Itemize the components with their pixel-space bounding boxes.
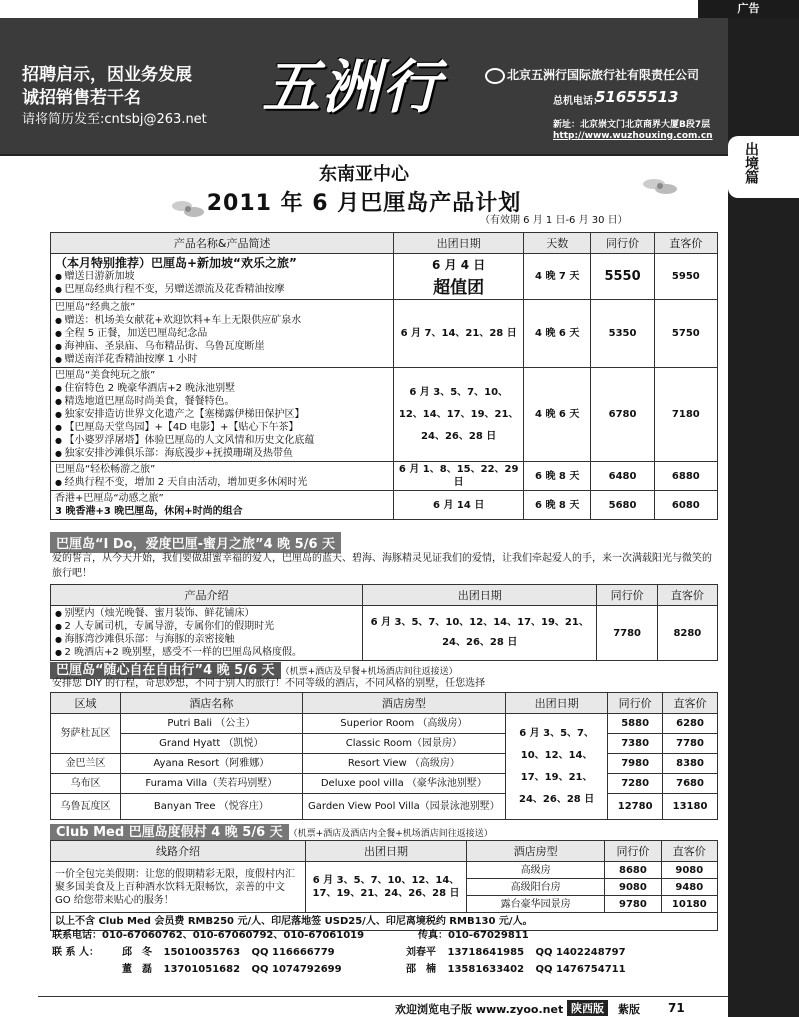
peer-price: 6480 xyxy=(591,462,654,491)
tour-date: 6 月 14 日 xyxy=(394,491,524,520)
product-bullet: ● 住宿特色 2 晚豪华酒店+2 晚泳池别墅 xyxy=(55,382,389,395)
hotel-name: Ayana Resort（阿雅娜） xyxy=(120,754,302,774)
honeymoon-section-title: 巴厘岛“I Do，爱度巴厘-蜜月之旅”4 晚 5/6 天 xyxy=(50,532,341,553)
table-row xyxy=(51,913,718,931)
product-bullet: ● 全程 5 正餐，加送巴厘岛纪念品 xyxy=(55,327,389,340)
person-name: 董 磊 xyxy=(122,964,152,975)
peer-price: 7280 xyxy=(608,774,663,794)
peer-price: 9780 xyxy=(605,896,661,913)
clubmed-intro: 一价全包完美假期：让您的假期精彩无限，度假村内汇聚多国美食及上百种酒水饮料无限畅饮，亲善的中文 GO 给您带来贴心的服务！ xyxy=(51,862,306,913)
area-cell: 乌布区 xyxy=(51,774,121,794)
website-link[interactable]: http://www.wuzhouxing.com.cn xyxy=(553,131,713,141)
freetour-intro: 安排您 DIY 的行程，奇思妙想，不同于别人的旅行！不同等级的酒店，不同风格的别墅，任您选择 xyxy=(52,678,486,689)
product-bullet: ● 赠送：机场美女献花+欢迎饮料+车上无限供应矿泉水 xyxy=(55,314,389,327)
direct-price: 9080 xyxy=(661,862,717,879)
room-type: Deluxe pool villa （豪华泳池别墅） xyxy=(302,774,505,794)
table-row xyxy=(51,368,718,462)
tour-date: 6 月 3、5、7、10、12、14、17、19、21、24、26、28 日 xyxy=(506,714,608,820)
value-badge: 超值团 xyxy=(433,277,485,298)
product-bullet: ● 海豚湾沙滩俱乐部：与海豚的亲密接触 xyxy=(55,633,358,646)
freetour-note: （机票+酒店及早餐+机场酒店间往返接送） xyxy=(280,667,458,677)
company-logo-icon xyxy=(485,68,505,84)
col-header: 直客价 xyxy=(657,585,717,606)
brand-logo xyxy=(262,40,472,132)
table-header-row xyxy=(51,233,718,254)
contact-phones xyxy=(52,929,364,942)
col-header: 线路介绍 xyxy=(51,841,306,862)
col-header: 出团日期 xyxy=(394,233,524,254)
fax-number: 010-67029811 xyxy=(448,930,529,941)
hotel-name: Grand Hyatt （凯悦） xyxy=(120,734,302,754)
tour-days: 6 晚 8 天 xyxy=(524,462,591,491)
room-type: Resort View （高级房） xyxy=(302,754,505,774)
direct-price: 8380 xyxy=(663,754,718,774)
direct-price: 9480 xyxy=(661,879,717,896)
peer-price: 7780 xyxy=(597,606,657,661)
col-header: 酒店房型 xyxy=(466,841,604,862)
hotel-name: Furama Villa（芙若玛别墅） xyxy=(120,774,302,794)
direct-price: 5950 xyxy=(654,254,717,300)
col-header: 出团日期 xyxy=(362,585,597,606)
peer-price: 7980 xyxy=(608,754,663,774)
tour-days: 4 晚 6 天 xyxy=(524,368,591,462)
contact-person xyxy=(406,946,626,959)
product-bullet: ● 【巴厘岛天堂鸟园】+【4D 电影】+【贴心下午茶】 xyxy=(55,421,389,434)
area-cell: 金巴兰区 xyxy=(51,754,121,774)
footer-site: 欢迎浏览电子版 www.zyoo.net xyxy=(395,1003,564,1016)
table-row xyxy=(51,300,718,368)
tour-days: 4 晚 6 天 xyxy=(524,300,591,368)
company-name-text: 北京五洲行国际旅行社有限责任公司 xyxy=(507,68,700,82)
col-header: 出团日期 xyxy=(306,841,467,862)
product-bullet: ● 巴厘岛经典行程不变，另赠送漂流及花香精油按摩 xyxy=(55,283,389,296)
table-row xyxy=(51,462,718,491)
clubmed-section-title: Club Med 巴厘岛度假村 4 晚 5/6 天 xyxy=(50,824,289,841)
peer-price: 6780 xyxy=(591,368,654,462)
col-header: 直客价 xyxy=(661,841,717,862)
footer-edition: 紫版 xyxy=(618,1003,640,1016)
table-header-row xyxy=(51,693,718,714)
person-qq: QQ 116666779 xyxy=(251,947,335,958)
col-header: 同行价 xyxy=(597,585,657,606)
peer-price: 12780 xyxy=(608,794,663,820)
col-header: 出团日期 xyxy=(506,693,608,714)
product-bullet: ● 独家安排造访世界文化遗产之【塞梯露伊梯田保护区】 xyxy=(55,408,389,421)
clubmed-table xyxy=(50,840,718,931)
area-cell: 乌鲁瓦度区 xyxy=(51,794,121,820)
phone-label: 联系电话： xyxy=(52,930,102,941)
tel-number: 51655513 xyxy=(595,88,679,106)
recruit-line1: 招聘启示，因业务发展 xyxy=(22,65,192,85)
side-tab-label: 出境篇 xyxy=(743,142,759,184)
product-subtitle: 3 晚香港+3 晚巴厘岛，休闲+时尚的组合 xyxy=(55,506,243,517)
col-header: 产品介绍 xyxy=(51,585,363,606)
freetour-section-title: 巴厘岛“随心自在自由行”4 晚 5/6 天 xyxy=(50,662,281,679)
room-type: 高级阳台房 xyxy=(466,879,604,896)
recruit-line2: 诚招销售若干名 xyxy=(22,88,141,108)
honeymoon-intro: 爱的誓言，从今天开始，我们要做甜蜜幸福的爱人，巴厘岛的蓝天、碧海、海豚精灵见证我们的爱情，让我们牵起爱人的手，来一次满载阳光与微笑的旅行吧！ xyxy=(52,553,712,579)
plan-title: 2011 年 6 月巴厘岛产品计划 xyxy=(206,191,522,216)
validity-note: （有效期 6 月 1 日-6 月 30 日） xyxy=(480,215,628,226)
person-name: 邵 楠 xyxy=(406,964,436,975)
peer-price: 5680 xyxy=(591,491,654,520)
person-qq: QQ 1476754711 xyxy=(535,964,626,975)
peer-price: 5550 xyxy=(591,254,654,300)
direct-price: 6080 xyxy=(654,491,717,520)
area-cell: 努萨杜瓦区 xyxy=(51,714,121,754)
col-header: 天数 xyxy=(524,233,591,254)
tour-date: 6 月 3、5、7、10、12、14、17、19、21、24、26、28 日 xyxy=(394,368,524,462)
tour-date: 6 月 3、5、7、10、12、14、17、19、21、24、26、28 日 xyxy=(306,862,467,913)
room-type: Garden View Pool Villa（园景泳池别墅） xyxy=(302,794,505,820)
person-qq: QQ 1402248797 xyxy=(535,947,626,958)
table-row xyxy=(51,774,718,794)
product-bullet: ● 2 人专属司机，专属导游，专属你们的假期时光 xyxy=(55,620,358,633)
peer-price: 8680 xyxy=(605,862,661,879)
person-mobile: 13581633402 xyxy=(447,964,525,975)
direct-price: 7180 xyxy=(654,368,717,462)
page-number: 71 xyxy=(668,1001,685,1015)
hotel-name: Banyan Tree （悦容庄） xyxy=(120,794,302,820)
product-title: （本月特别推荐）巴厘岛+新加坡“欢乐之旅” xyxy=(55,256,297,270)
tour-date: 6 月 7、14、21、28 日 xyxy=(394,300,524,368)
person-name: 刘春平 xyxy=(406,947,436,958)
product-title: 巴厘岛“美食纯玩之旅” xyxy=(55,370,156,381)
peer-price: 5350 xyxy=(591,300,654,368)
col-header: 酒店名称 xyxy=(120,693,302,714)
company-name xyxy=(485,66,699,84)
clubmed-note: （机票+酒店及酒店内全餐+机场酒店间往返接送） xyxy=(288,829,493,839)
direct-price: 5750 xyxy=(654,300,717,368)
person-mobile: 15010035763 xyxy=(163,947,241,958)
center-title: 东南亚中心 xyxy=(319,164,409,185)
contact-fax xyxy=(418,929,529,942)
product-bullet: ● 别墅内（烛光晚餐、蜜月装饰、鲜花铺床） xyxy=(55,607,358,620)
col-header: 直客价 xyxy=(663,693,718,714)
product-bullet: ● 精选地道巴厘岛时尚美食，餐餐特色。 xyxy=(55,395,389,408)
ad-tag: 广告 xyxy=(698,0,799,18)
product-title: 香港+巴厘岛“动感之旅” xyxy=(55,493,164,504)
direct-price: 6880 xyxy=(654,462,717,491)
recruit-email: 请将简历发至:cntsbj@263.net xyxy=(22,112,207,127)
product-bullet: ● 2 晚酒店+2 晚别墅，感受不一样的巴厘岛风格度假。 xyxy=(55,646,358,659)
table-row xyxy=(51,754,718,774)
product-title: 巴厘岛“轻松畅游之旅” xyxy=(55,464,156,475)
exclusion-note: 以上不含 Club Med 会员费 RMB250 元/人、印尼落地签 USD25/人、印尼离境税约 RMB130 元/人。 xyxy=(51,913,718,931)
col-header: 同行价 xyxy=(605,841,661,862)
direct-price: 7780 xyxy=(663,734,718,754)
logo-text: 五洲行 xyxy=(262,53,443,121)
contact-person-label: 联 系 人： xyxy=(52,947,99,958)
direct-price: 7680 xyxy=(663,774,718,794)
fax-label: 传真： xyxy=(418,930,448,941)
table-row xyxy=(51,794,718,820)
table-row xyxy=(51,862,718,879)
product-bullet: ● 经典行程不变，增加 2 天自由活动，增加更多休闲时光 xyxy=(55,476,389,489)
col-header: 区域 xyxy=(51,693,121,714)
table-header-row xyxy=(51,585,718,606)
tour-days: 4 晚 7 天 xyxy=(524,254,591,300)
footer-divider xyxy=(38,996,728,997)
person-qq: QQ 1074792699 xyxy=(251,964,342,975)
tel-label: 总机电话： xyxy=(553,96,603,107)
table-row xyxy=(51,491,718,520)
hotel-name: Putri Bali （公主） xyxy=(120,714,302,734)
peer-price: 7380 xyxy=(608,734,663,754)
freetour-table xyxy=(50,692,718,820)
product-bullet: ● 赠送日游新加坡 xyxy=(55,270,389,283)
honeymoon-table xyxy=(50,584,718,661)
direct-price: 6280 xyxy=(663,714,718,734)
product-bullet: ● 海神庙、圣泉庙、乌布精品街、乌鲁瓦度断崖 xyxy=(55,340,389,353)
tour-days: 6 晚 8 天 xyxy=(524,491,591,520)
peer-price: 9080 xyxy=(605,879,661,896)
direct-price: 13180 xyxy=(663,794,718,820)
tour-date: 6 月 4 日 xyxy=(432,257,486,272)
freetour-section-header xyxy=(50,659,458,678)
table-header-row xyxy=(51,841,718,862)
contact-person xyxy=(122,963,342,976)
clubmed-section-header xyxy=(50,821,493,840)
product-bullet: ● 【小婆罗浮屠塔】体验巴厘岛的人文风情和历史文化底蕴 xyxy=(55,434,389,447)
col-header: 同行价 xyxy=(591,233,654,254)
address: 新址：北京崇文门北京商界大厦B段7层 xyxy=(553,120,711,130)
person-mobile: 13718641985 xyxy=(447,947,525,958)
table-row xyxy=(51,734,718,754)
col-header: 酒店房型 xyxy=(302,693,505,714)
product-table xyxy=(50,232,718,520)
room-type: 高级房 xyxy=(466,862,604,879)
room-type: Classic Room（园景房） xyxy=(302,734,505,754)
footer-region-badge: 陕西版 xyxy=(567,1000,608,1016)
room-type: Superior Room （高级房） xyxy=(302,714,505,734)
contact-person xyxy=(122,946,335,959)
product-bullet: ● 赠送南洋花香精油按摩 1 小时 xyxy=(55,353,389,366)
direct-price: 10180 xyxy=(661,896,717,913)
table-row xyxy=(51,254,718,300)
col-header: 直客价 xyxy=(654,233,717,254)
col-header: 产品名称&产品简述 xyxy=(51,233,394,254)
tour-date: 6 月 3、5、7、10、12、14、17、19、21、24、26、28 日 xyxy=(362,606,597,661)
person-mobile: 13701051682 xyxy=(163,964,241,975)
peer-price: 5880 xyxy=(608,714,663,734)
product-bullet: ● 独家安排沙滩俱乐部：海底漫步+抚摸珊瑚及热带鱼 xyxy=(55,447,389,460)
direct-price: 8280 xyxy=(657,606,717,661)
col-header: 同行价 xyxy=(608,693,663,714)
phone-numbers: 010-67060762、010-67060792、010-67061019 xyxy=(102,930,365,941)
room-type: 露台豪华园景房 xyxy=(466,896,604,913)
table-row xyxy=(51,606,718,661)
person-name: 邱 冬 xyxy=(122,947,152,958)
product-title: 巴厘岛“经典之旅” xyxy=(55,302,136,313)
contact-person xyxy=(406,963,626,976)
table-row xyxy=(51,714,718,734)
tour-date: 6 月 1、8、15、22、29 日 xyxy=(394,462,524,491)
